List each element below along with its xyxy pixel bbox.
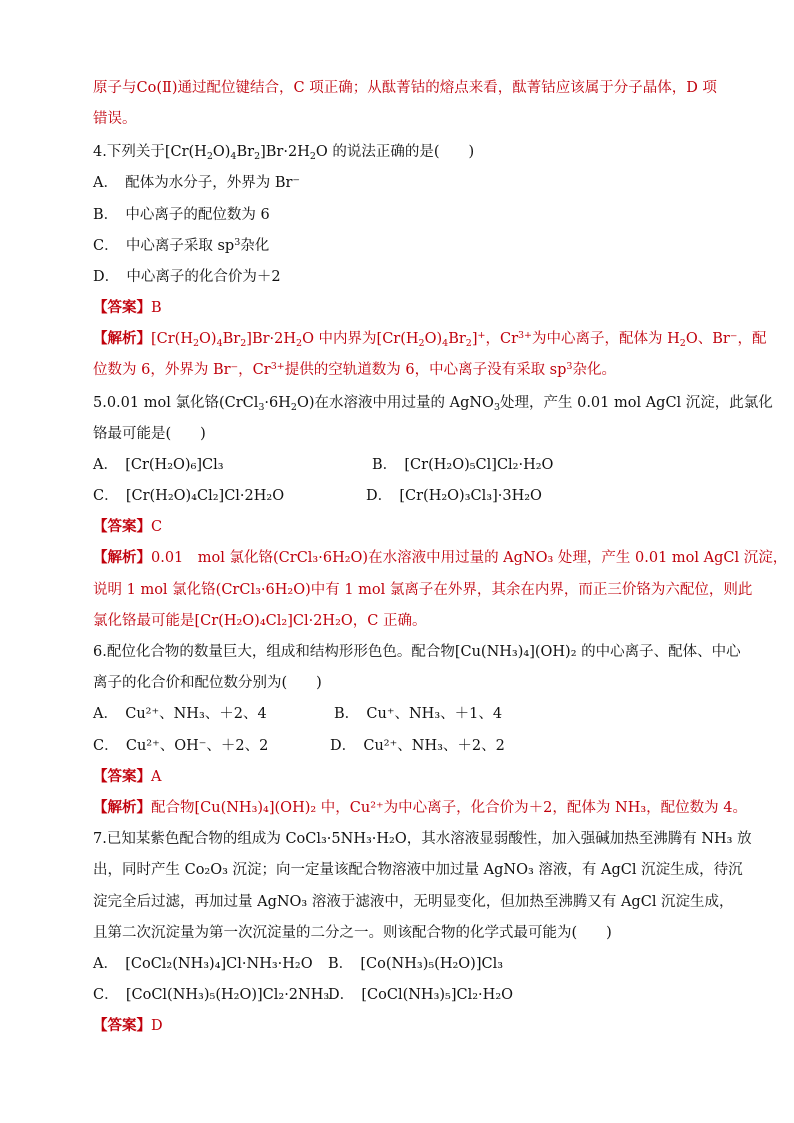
question-5-option-d: D． [Cr(H₂O)₃Cl₃]·3H₂O: [366, 488, 542, 504]
question-4-option-d: D． 中心离子的化合价为＋2: [93, 269, 281, 285]
question-7-option-c: C． [CoCl(NH₃)₅(H₂O)]Cl₂·2NH₃: [93, 987, 330, 1003]
question-7-option-a: A． [CoCl₂(NH₃)₄]Cl·NH₃·H₂O: [93, 956, 313, 972]
question-6-stem-line-2: 离子的化合价和配位数分别为( ): [93, 675, 322, 691]
question-5-option-b: B． [Cr(H₂O)₅Cl]Cl₂·H₂O: [372, 457, 554, 473]
question-7-option-b: B． [Co(NH₃)₅(H₂O)]Cl₃: [328, 956, 504, 972]
continued-explanation-end: 错误。: [93, 111, 137, 127]
answer-6: 【答案】A: [93, 768, 162, 785]
explanation-5-line-1: 【解析】0.01 mol 氯化铬(CrCl₃·6H₂O)在水溶液中用过量的 AgNO₃ 处理，产生 0.01 mol AgCl 沉淀，: [93, 549, 788, 566]
question-7-option-d: D． [CoCl(NH₃)₅]Cl₂·H₂O: [328, 987, 514, 1003]
question-7-stem-line-2: 出，同时产生 Co₂O₃ 沉淀；向一定量该配合物溶液中加过量 AgNO₃ 溶液，有 AgCl 沉淀生成，待沉: [93, 862, 743, 878]
question-5-option-a: A． [Cr(H₂O)₆]Cl₃: [93, 457, 224, 473]
question-6-option-b: B． Cu⁺、NH₃、＋1、4: [334, 706, 503, 722]
question-4-stem: 4.下列关于$[Cr(H_2O)_4Br_2]Br\cdot 2H_2O$ 的说法正确的是( ): [93, 144, 475, 162]
question-5-stem-line-2: 铬最可能是( ): [93, 426, 206, 442]
explanation-5-line-3: 氯化铬最可能是[Cr(H₂O)₄Cl₂]Cl·2H₂O，C 正确。: [93, 613, 427, 629]
question-4-option-b: B． 中心离子的配位数为 6: [93, 207, 270, 223]
question-6-option-d: D． Cu²⁺、NH₃、＋2、2: [330, 738, 505, 754]
question-6-option-a: A． Cu²⁺、NH₃、＋2、4: [93, 706, 267, 722]
explanation-5-line-2: 说明 1 mol 氯化铬(CrCl₃·6H₂O)中有 1 mol 氯离子在外界，其余在内界，而正三价铬为六配位，则此: [93, 582, 753, 598]
continued-explanation-line: 原子与Co(Ⅱ)通过配位键结合，C 项正确；从酞菁钴的熔点来看，酞菁钴应该属于分子晶体，D 项: [93, 80, 717, 96]
answer-7: 【答案】D: [93, 1017, 163, 1034]
question-4-option-a: A． 配体为水分子，外界为 Br⁻: [93, 175, 301, 191]
answer-4: 【答案】B: [93, 299, 162, 316]
answer-5: 【答案】C: [93, 518, 163, 535]
question-6-stem-line-1: 6.配位化合物的数量巨大，组成和结构形形色色。配合物[Cu(NH₃)₄](OH)₂ 的中心离子、配体、中心: [93, 644, 741, 660]
question-4-option-c: C． 中心离子采取 $sp^3$杂化: [93, 237, 270, 254]
explanation-4-line-1: 【解析】$[Cr(H_2O)_4Br_2]Br\cdot 2H_2O$ 中内界为$[Cr(H_2O)_4Br_2]^+$，$Cr^{3+}$为中心离子，配体为 $H_2O$、Br⁻，配: [93, 330, 767, 349]
question-7-stem-line-1: 7.已知某紫色配合物的组成为 CoCl₃·5NH₃·H₂O，其水溶液显弱酸性，加入强碱加热至沸腾有 NH₃ 放: [93, 831, 752, 847]
explanation-6: 【解析】配合物[Cu(NH₃)₄](OH)₂ 中，Cu²⁺为中心离子，化合价为＋2，配体为 NH₃，配位数为 4。: [93, 799, 747, 816]
question-6-option-c: C． Cu²⁺、OH⁻、＋2、2: [93, 738, 269, 754]
explanation-4-line-2: 位数为 6，外界为 Br⁻，$Cr^{3+}$提供的空轨道数为 6，中心离子没有采取 $sp^3$杂化。: [93, 361, 616, 378]
question-7-stem-line-4: 且第二次沉淀量为第一次沉淀量的二分之一。则该配合物的化学式最可能为( ): [93, 925, 612, 941]
question-5-stem-line-1: 5.0.01 mol 氯化铬$(CrCl_3\cdot 6H_2O)$在水溶液中用过量的 AgNO$_3$处理，产生 0.01 mol AgCl 沉淀，此氯化: [93, 395, 773, 413]
question-7-stem-line-3: 淀完全后过滤，再加过量 AgNO₃ 溶液于滤液中，无明显变化，但加热至沸腾又有 AgCl 沉淀生成，: [93, 894, 734, 910]
question-5-option-c: C． [Cr(H₂O)₄Cl₂]Cl·2H₂O: [93, 488, 285, 504]
